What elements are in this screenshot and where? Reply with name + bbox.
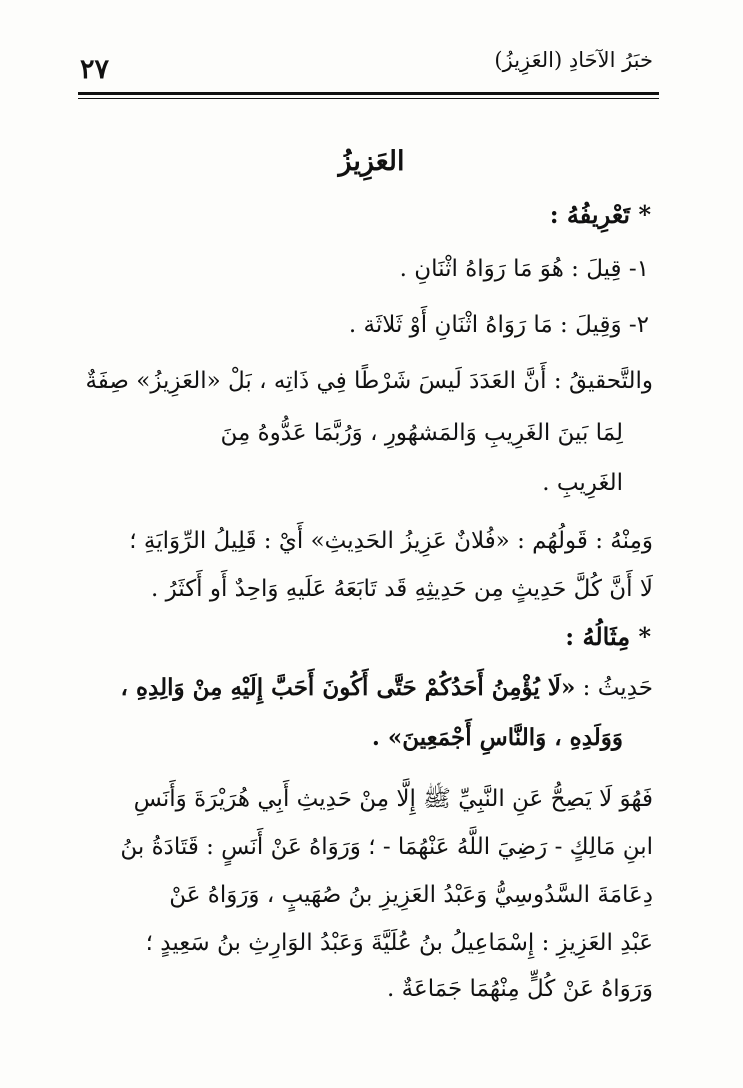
hadith-prefix: حَدِيثُ : [575,675,653,701]
explanation-line-3: دِعَامَةَ السَّدُوسِيُّ وَعَبْدُ العَزِيزِ بنُ صُهَيبٍ ، وَرَوَاهُ عَنْ [169,882,653,908]
header-rule-thick [78,92,659,95]
explanation-line-5: وَرَوَاهُ عَنْ كُلٍّ مِنْهُمَا جَمَاعَةٌ . [387,976,653,1002]
definition-label: * تَعْرِيفُهُ : [549,200,651,229]
usage-line-1: وَمِنْهُ : قَولُهُم : «فُلانٌ عَزِيزُ الحَدِيثِ» أَيْ : قَلِيلُ الرِّوَايَةِ ؛ [129,528,653,554]
header-rule-thin [78,98,659,99]
explanation-line-1: فَهُوَ لَا يَصِحُّ عَنِ النَّبِيِّ ﷺ إِلَّا مِنْ حَدِيثِ أَبِي هُرَيْرَةَ وَأَنَسِ [133,786,653,812]
verification-line-3: الغَرِيبِ . [542,470,623,496]
hadith-line-1 [121,674,653,701]
page-number: ٢٧ [80,54,110,85]
section-heading: العَزِيزُ [338,146,405,177]
hadith-line-2: وَوَلَدِهِ ، وَالنَّاسِ أَجْمَعِينَ» . [371,724,623,751]
usage-line-2: لَا أَنَّ كُلَّ حَدِيثٍ مِن حَدِيثِهِ قَد تَابَعَهُ عَلَيهِ وَاحِدٌ أَو أَكثَرُ . [150,576,653,602]
definition-item-2: ٢- وَقِيلَ : مَا رَوَاهُ اثْنَانِ أَوْ ثَلاثَة . [348,312,649,338]
hadith-text-1: «لَا يُؤْمِنُ أَحَدُكُمْ حَتَّى أَكُونَ أَحَبَّ إِلَيْهِ مِنْ وَالِدِهِ ، [120,674,576,701]
explanation-line-4: عَبْدِ العَزِيزِ : إِسْمَاعِيلُ بنُ عُلَيَّةَ وَعَبْدُ الوَارِثِ بنُ سَعِيدٍ ؛ [145,930,653,956]
explanation-line-2: ابنِ مَالِكٍ - رَضِيَ اللَّهُ عَنْهُمَا - ؛ وَرَوَاهُ عَنْ أَنَسٍ : قَتَادَةُ بنُ [120,834,653,860]
verification-line-1: والتَّحقيقُ : أَنَّ العَدَدَ لَيسَ شَرْطًا فِي ذَاتِه ، بَلْ «العَزِيزُ» صِفَةٌ [85,368,653,394]
definition-item-1: ١- قِيلَ : هُوَ مَا رَوَاهُ اثْنَانِ . [399,256,649,282]
verification-line-2: لِمَا بَينَ الغَرِيبِ وَالمَشهُورِ ، وَرُبَّمَا عَدُّوهُ مِنَ [220,420,623,446]
example-label: * مِثَالُهُ : [565,622,651,651]
running-header-title: خبَرُ الآحَادِ (العَزِيزُ) [494,48,653,72]
